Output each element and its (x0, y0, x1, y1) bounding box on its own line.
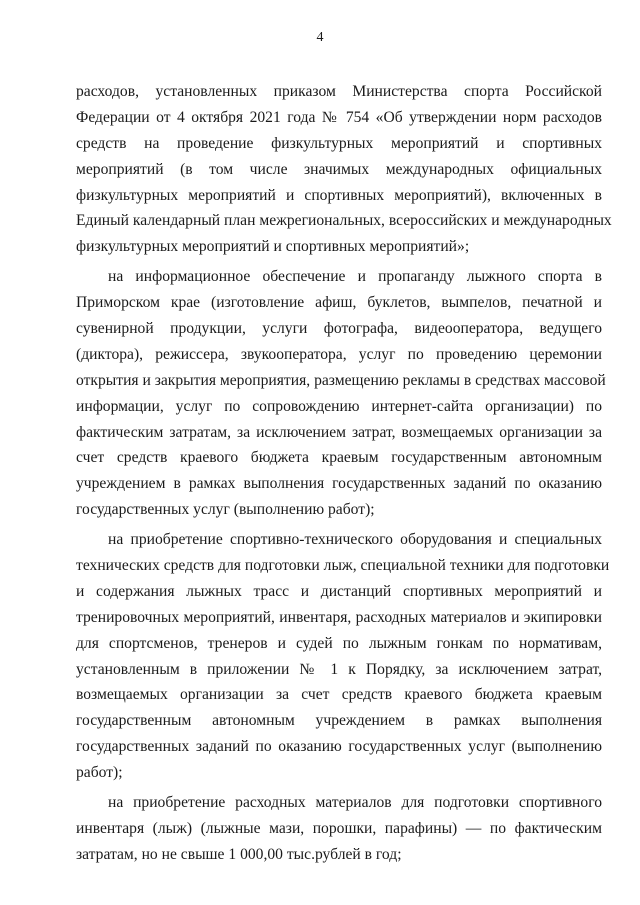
text-line: для спортсменов, тренеров и судей по лыжным гонкам по нормативам, (76, 634, 602, 652)
paragraph-4 (76, 790, 602, 868)
text-line: учреждением в рамках выполнения государственных заданий по оказанию (76, 475, 602, 493)
text-line: технических средств для подготовки лыж, специальной техники для подготовки (76, 557, 610, 575)
text-line: счет средств краевого бюджета краевым государственным автономным (76, 449, 602, 467)
text-line: средств на проведение физкультурных мероприятий и спортивных (76, 134, 602, 152)
text-line: затратам, но не свыше 1 000,00 тыс.рублей в год; (76, 845, 402, 863)
text-line: установленным в приложении № 1 к Порядку, за исключением затрат, (76, 660, 602, 678)
page-number: 4 (316, 30, 324, 45)
text-line: возмещаемых организации за счет средств краевого бюджета краевым (76, 686, 602, 704)
document-body (76, 79, 612, 868)
text-line: на информационное обеспечение и пропаганду лыжного спорта в (108, 268, 602, 286)
text-line: мероприятий (в том числе значимых международных официальных (76, 160, 602, 178)
text-line: на приобретение спортивно-технического оборудования и специальных (108, 531, 602, 549)
text-line: на приобретение расходных материалов для подготовки спортивного (108, 794, 602, 812)
text-line: инвентаря (лыж) (лыжные мази, порошки, парафины) — по фактическим (76, 819, 602, 837)
text-line: расходов, установленных приказом Министерства спорта Российской (76, 83, 602, 100)
text-line: открытия и закрытия мероприятия, размещению рекламы в средствах массовой (76, 371, 606, 389)
text-line: физкультурных мероприятий и спортивных мероприятий»; (76, 238, 470, 256)
text-line: физкультурных мероприятий и спортивных мероприятий), включенных в (76, 186, 602, 204)
text-line: государственным автономным учреждением в рамках выполнения (76, 712, 602, 730)
text-line: фактическим затратам, за исключением затрат, возмещаемых организации за (76, 423, 602, 441)
paragraph-2 (76, 264, 606, 523)
text-line: сувенирной продукции, услуги фотографа, видеооператора, ведущего (76, 320, 602, 338)
text-line: государственных услуг (выполнению работ); (76, 501, 375, 519)
text-line: Федерации от 4 октября 2021 года № 754 «Об утверждении норм расходов (76, 108, 602, 126)
text-line: Единый календарный план межрегиональных, всероссийских и международных (76, 212, 612, 230)
text-line: информации, услуг по сопровождению интернет-сайта организации) по (76, 397, 602, 415)
text-line: Приморском крае (изготовление афиш, буклетов, вымпелов, печатной и (76, 294, 602, 312)
text-line: работ); (76, 764, 123, 782)
text-line: тренировочных мероприятий, инвентаря, расходных материалов и экипировки (76, 608, 602, 626)
text-line: (диктора), режиссера, звукооператора, услуг по проведению церемонии (76, 345, 602, 363)
paragraph-1 (76, 79, 612, 260)
text-line: и содержания лыжных трасс и дистанций спортивных мероприятий и (76, 582, 602, 600)
paragraph-3 (76, 527, 610, 786)
text-line: государственных заданий по оказанию государственных услуг (выполнению (76, 738, 602, 756)
